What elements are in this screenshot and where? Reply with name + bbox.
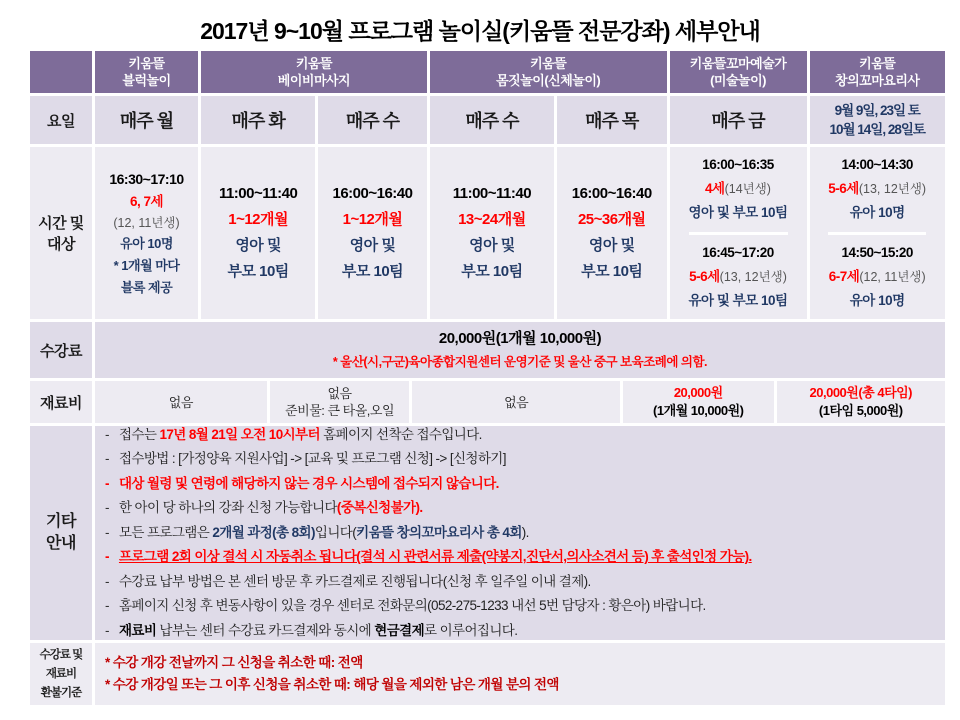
header-line: 키움뜰 bbox=[530, 56, 567, 71]
header-block-play bbox=[95, 51, 201, 93]
notes-row bbox=[30, 426, 945, 640]
materials-cell-chef: 20,000원(총 4타임) (1타임 5,000원) bbox=[777, 381, 945, 423]
header-line: 베이비마사지 bbox=[277, 73, 351, 88]
schedule-block-play: 16:30~17:10 6, 7세 (12, 11년생) 유아 10명 * 1개월 마다 블록 제공 bbox=[95, 147, 201, 319]
schedule-gesture-thu: 16:00~16:40 25~36개월 영아 및 부모 10팀 bbox=[557, 147, 670, 319]
note-item: - 한 아이 당 하나의 강좌 신청 가능합니다(중복신청불가). bbox=[104, 500, 423, 516]
header-line: (미술놀이) bbox=[710, 73, 766, 88]
schedule-row bbox=[30, 147, 945, 319]
header-line: 키움뜰 bbox=[128, 56, 165, 71]
schedule-massage-tue: 11:00~11:40 1~12개월 영아 및 부모 10팀 bbox=[201, 147, 318, 319]
refund-line: * 수강 개강일 또는 그 이후 신청을 취소한 때: 해당 월을 제외한 남은 개월 분의 전액 bbox=[104, 677, 559, 692]
refund-cell bbox=[95, 643, 945, 705]
note-item: - 홈페이지 신청 후 변동사항이 있을 경우 센터로 전화문의(052-275-1233 내선 5번 담당자 : 황은아) 바랍니다. bbox=[104, 598, 706, 614]
header-line: 키움뜰 bbox=[859, 56, 896, 71]
tuition-row-label: 수강료 bbox=[30, 322, 95, 378]
header-gesture-play bbox=[430, 51, 670, 93]
day-cell-thu: 매주 목 bbox=[557, 96, 670, 144]
header-corner-cell bbox=[30, 51, 95, 93]
header-little-artist bbox=[670, 51, 810, 93]
day-cell-mon: 매주 월 bbox=[95, 96, 201, 144]
tuition-amount: 20,000원(1개월 10,000원) bbox=[438, 330, 602, 347]
schedule-row-label: 시간 및 대상 bbox=[30, 147, 95, 319]
notes-cell bbox=[95, 426, 945, 640]
program-table bbox=[30, 51, 945, 705]
materials-cell-artist: 20,000원 (1개월 10,000원) bbox=[623, 381, 777, 423]
materials-cell-none1: 없음 bbox=[95, 381, 270, 423]
day-row bbox=[30, 96, 945, 144]
materials-row-label: 재료비 bbox=[30, 381, 95, 423]
note-item: - 모든 프로그램은 2개월 과정(총 8회)입니다(키움뜰 창의꼬마요리사 총 4회). bbox=[104, 524, 529, 540]
note-item: - 수강료 납부 방법은 본 센터 방문 후 카드결제로 진행됩니다(신청 후 일주일 이내 결제). bbox=[104, 573, 591, 589]
header-line: 창의꼬마요리사 bbox=[835, 73, 920, 88]
header-little-chef bbox=[810, 51, 945, 93]
schedule-artist-slot2: 16:45~17:20 5-6세(13, 12년생) 유아 및 부모 10팀 bbox=[688, 244, 788, 308]
note-item: - 재료비 납부는 센터 수강료 카드결제와 동시에 현금결제로 이루어집니다. bbox=[104, 622, 518, 638]
schedule-artist bbox=[670, 147, 810, 319]
tuition-cell bbox=[95, 322, 945, 378]
refund-line: * 수강 개강 전날까지 그 신청을 취소한 때: 전액 bbox=[104, 655, 363, 670]
schedule-chef-slot2: 14:50~15:20 6-7세(12, 11년생) 유아 10명 bbox=[828, 244, 926, 308]
materials-cell-none2: 없음 bbox=[412, 381, 622, 423]
day-cell-tue: 매주 화 bbox=[201, 96, 318, 144]
day-row-label: 요일 bbox=[30, 96, 95, 144]
schedule-massage-wed: 16:00~16:40 1~12개월 영아 및 부모 10팀 bbox=[318, 147, 430, 319]
day-cell-sat-dates bbox=[810, 96, 945, 144]
tuition-row bbox=[30, 322, 945, 378]
schedule-gesture-wed: 11:00~11:40 13~24개월 영아 및 부모 10팀 bbox=[430, 147, 557, 319]
note-item: - 프로그램 2회 이상 결석 시 자동취소 됩니다(결석 시 관련서류 제출(약봉지,진단서,의사소견서 등) 후 출석인정 가능). bbox=[104, 549, 752, 565]
notes-row-label: 기타 안내 bbox=[30, 426, 95, 640]
schedule-chef bbox=[810, 147, 945, 319]
refund-row bbox=[30, 643, 945, 705]
page-title: 2017년 9~10월 프로그램 놀이실(키움뜰 전문강좌) 세부안내 bbox=[200, 18, 760, 44]
header-baby-massage bbox=[201, 51, 430, 93]
header-line: 키움뜰꼬마예술가 bbox=[689, 56, 787, 71]
date-line: 10월 14일, 28일토 bbox=[829, 122, 925, 137]
date-line: 9월 9일, 23일 토 bbox=[834, 103, 920, 118]
schedule-chef-slot1: 14:00~14:30 5-6세(13, 12년생) 유아 10명 bbox=[828, 147, 926, 235]
day-cell-wed2: 매주 수 bbox=[430, 96, 557, 144]
header-line: 키움뜰 bbox=[295, 56, 333, 71]
note-item: - 접수방법 : [가정양육 지원사업] -> [교육 및 프로그램 신청] -> [신청하기] bbox=[104, 451, 506, 467]
note-item: - 접수는 17년 8월 21일 오전 10시부터 홈페이지 선착순 접수입니다. bbox=[104, 426, 482, 442]
header-line: 블럭놀이 bbox=[122, 73, 171, 88]
note-item: - 대상 월령 및 연령에 해당하지 않는 경우 시스템에 접수되지 않습니다. bbox=[104, 475, 499, 491]
tuition-note: * 울산(시,구군)육아종합지원센터 운영기준 및 울산 중구 보육조례에 의함. bbox=[332, 355, 708, 369]
schedule-artist-slot1: 16:00~16:35 4세(14년생) 영아 및 부모 10팀 bbox=[689, 147, 788, 235]
refund-row-label: 수강료 및 재료비 환불기준 bbox=[30, 643, 95, 705]
header-line: 몸짓놀이(신체놀이) bbox=[496, 73, 601, 88]
day-cell-fri: 매주 금 bbox=[670, 96, 810, 144]
materials-cell-massage: 없음 준비물: 큰 타올,오일 bbox=[270, 381, 413, 423]
day-cell-wed1: 매주 수 bbox=[318, 96, 430, 144]
table-header-row bbox=[30, 51, 945, 93]
materials-row bbox=[30, 381, 945, 423]
